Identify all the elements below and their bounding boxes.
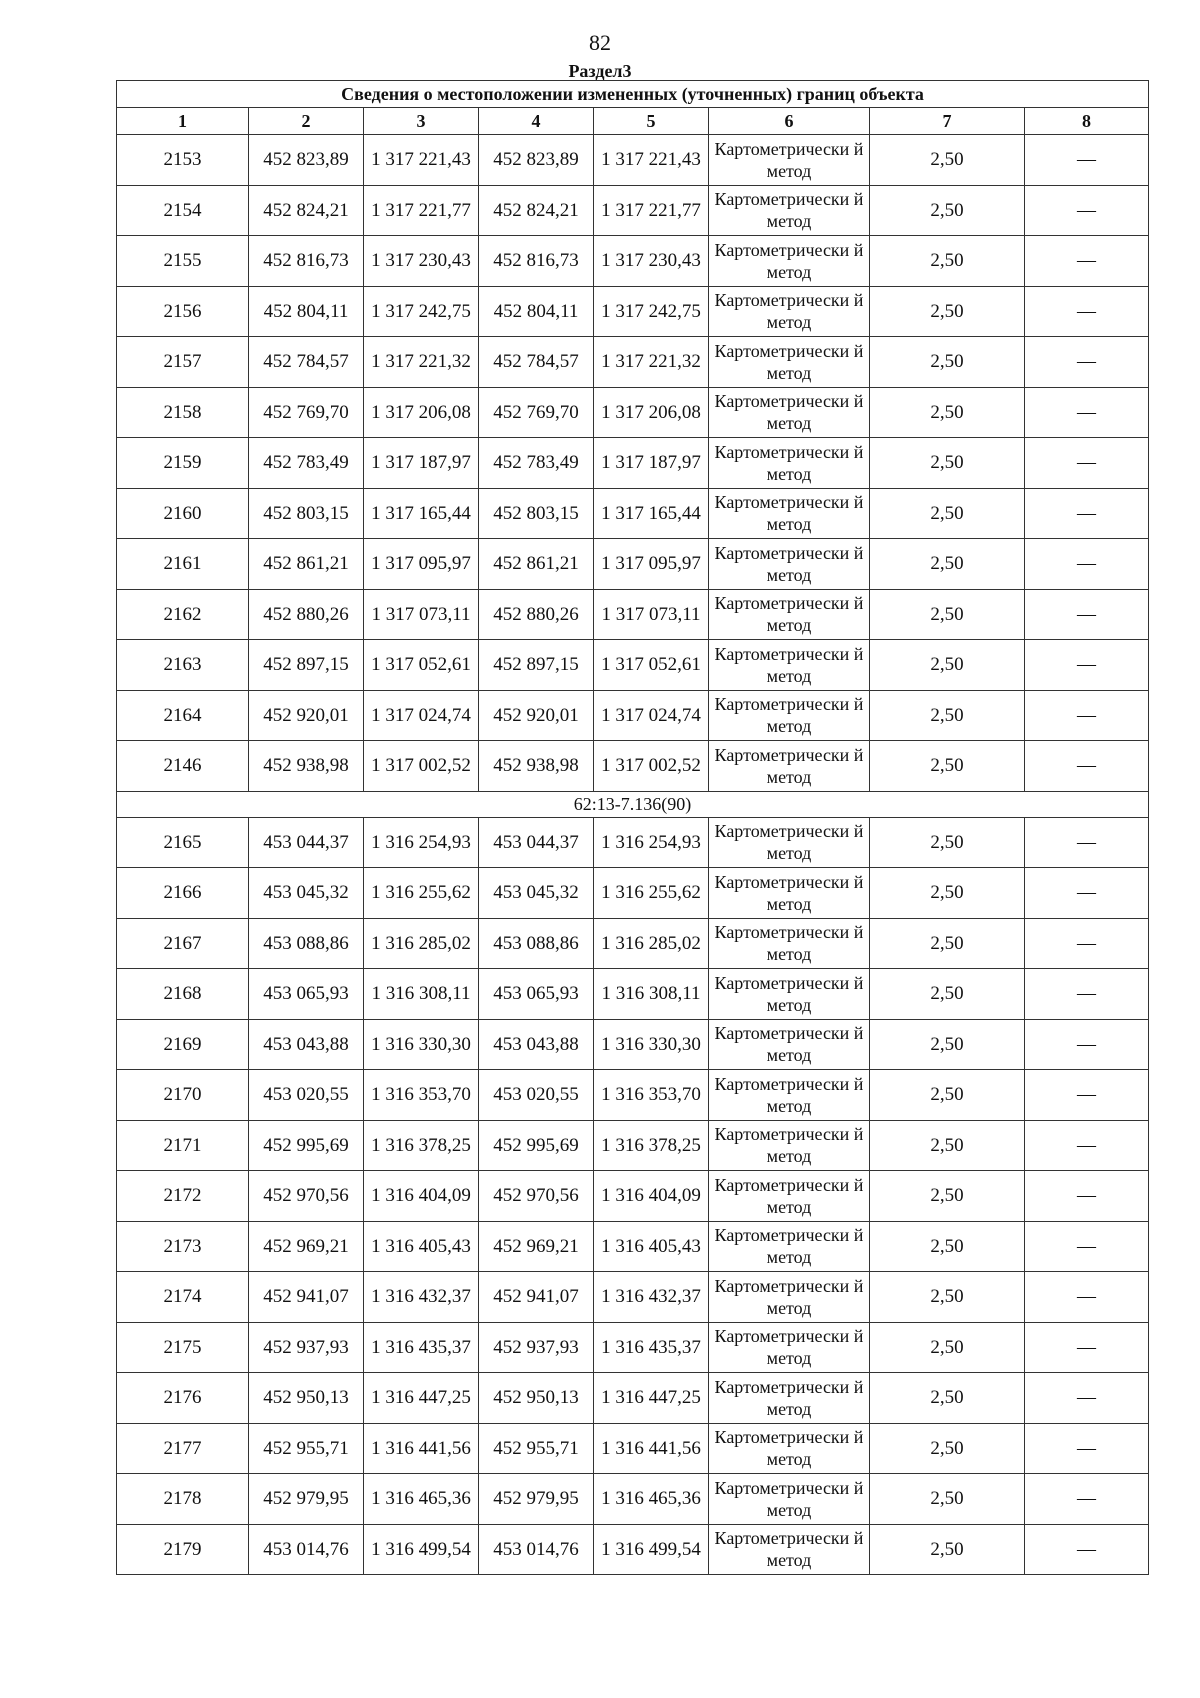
x-old-cell: 452 880,26	[249, 589, 364, 640]
accuracy-cell: 2,50	[870, 438, 1025, 489]
point-number-cell: 2156	[117, 286, 249, 337]
table-row	[117, 236, 1149, 287]
table-row	[117, 918, 1149, 969]
accuracy-cell: 2,50	[870, 1322, 1025, 1373]
table-row	[117, 868, 1149, 919]
point-number-cell: 2146	[117, 741, 249, 792]
coordinates-table	[116, 80, 1149, 1575]
column-number: 7	[870, 108, 1025, 135]
remark-cell: —	[1025, 690, 1149, 741]
table-row	[117, 690, 1149, 741]
remark-cell: —	[1025, 236, 1149, 287]
remark-cell: —	[1025, 1474, 1149, 1525]
method-cell: Картометрически й метод	[709, 1070, 870, 1121]
table-row	[117, 1221, 1149, 1272]
method-cell: Картометрически й метод	[709, 741, 870, 792]
accuracy-cell: 2,50	[870, 868, 1025, 919]
y-new-cell: 1 316 404,09	[594, 1171, 709, 1222]
x-new-cell: 452 823,89	[479, 135, 594, 186]
point-number-cell: 2165	[117, 817, 249, 868]
accuracy-cell: 2,50	[870, 640, 1025, 691]
point-number-cell: 2164	[117, 690, 249, 741]
x-old-cell: 452 938,98	[249, 741, 364, 792]
method-cell: Картометрически й метод	[709, 640, 870, 691]
remark-cell: —	[1025, 868, 1149, 919]
remark-cell: —	[1025, 1120, 1149, 1171]
remark-cell: —	[1025, 918, 1149, 969]
y-new-cell: 1 316 255,62	[594, 868, 709, 919]
accuracy-cell: 2,50	[870, 488, 1025, 539]
y-new-cell: 1 316 447,25	[594, 1373, 709, 1424]
x-old-cell: 452 823,89	[249, 135, 364, 186]
y-old-cell: 1 317 221,77	[364, 185, 479, 236]
x-old-cell: 452 920,01	[249, 690, 364, 741]
remark-cell: —	[1025, 286, 1149, 337]
remark-cell: —	[1025, 1019, 1149, 1070]
point-number-cell: 2171	[117, 1120, 249, 1171]
x-new-cell: 452 861,21	[479, 539, 594, 590]
method-cell: Картометрически й метод	[709, 286, 870, 337]
x-old-cell: 452 897,15	[249, 640, 364, 691]
x-old-cell: 453 044,37	[249, 817, 364, 868]
column-number: 2	[249, 108, 364, 135]
table-row	[117, 1524, 1149, 1575]
x-old-cell: 452 941,07	[249, 1272, 364, 1323]
table-row	[117, 589, 1149, 640]
y-new-cell: 1 317 230,43	[594, 236, 709, 287]
accuracy-cell: 2,50	[870, 387, 1025, 438]
table-row	[117, 1171, 1149, 1222]
group-row	[117, 791, 1149, 817]
method-cell: Картометрически й метод	[709, 1423, 870, 1474]
point-number-cell: 2159	[117, 438, 249, 489]
x-new-cell: 453 044,37	[479, 817, 594, 868]
table-row	[117, 185, 1149, 236]
y-new-cell: 1 316 499,54	[594, 1524, 709, 1575]
table-row	[117, 1070, 1149, 1121]
table-body	[117, 135, 1149, 1575]
x-old-cell: 453 065,93	[249, 969, 364, 1020]
x-old-cell: 453 043,88	[249, 1019, 364, 1070]
remark-cell: —	[1025, 817, 1149, 868]
accuracy-cell: 2,50	[870, 918, 1025, 969]
table-row	[117, 286, 1149, 337]
remark-cell: —	[1025, 640, 1149, 691]
y-new-cell: 1 317 002,52	[594, 741, 709, 792]
method-cell: Картометрически й метод	[709, 969, 870, 1020]
accuracy-cell: 2,50	[870, 1524, 1025, 1575]
point-number-cell: 2166	[117, 868, 249, 919]
x-old-cell: 453 045,32	[249, 868, 364, 919]
x-new-cell: 452 938,98	[479, 741, 594, 792]
point-number-cell: 2153	[117, 135, 249, 186]
y-old-cell: 1 316 447,25	[364, 1373, 479, 1424]
accuracy-cell: 2,50	[870, 1171, 1025, 1222]
remark-cell: —	[1025, 1272, 1149, 1323]
method-cell: Картометрически й метод	[709, 690, 870, 741]
accuracy-cell: 2,50	[870, 817, 1025, 868]
table-row	[117, 1019, 1149, 1070]
point-number-cell: 2176	[117, 1373, 249, 1424]
y-old-cell: 1 316 499,54	[364, 1524, 479, 1575]
group-label: 62:13-7.136(90)	[117, 791, 1149, 817]
y-old-cell: 1 316 378,25	[364, 1120, 479, 1171]
point-number-cell: 2161	[117, 539, 249, 590]
table-row	[117, 1373, 1149, 1424]
remark-cell: —	[1025, 539, 1149, 590]
x-new-cell: 452 979,95	[479, 1474, 594, 1525]
x-old-cell: 452 824,21	[249, 185, 364, 236]
table-row	[117, 1474, 1149, 1525]
column-number-row	[117, 108, 1149, 135]
x-old-cell: 452 970,56	[249, 1171, 364, 1222]
y-old-cell: 1 316 435,37	[364, 1322, 479, 1373]
column-number: 5	[594, 108, 709, 135]
page-number: 82	[589, 30, 611, 55]
y-new-cell: 1 316 465,36	[594, 1474, 709, 1525]
x-new-cell: 452 955,71	[479, 1423, 594, 1474]
accuracy-cell: 2,50	[870, 741, 1025, 792]
x-old-cell: 452 861,21	[249, 539, 364, 590]
y-old-cell: 1 316 353,70	[364, 1070, 479, 1121]
x-old-cell: 452 783,49	[249, 438, 364, 489]
point-number-cell: 2154	[117, 185, 249, 236]
table-row	[117, 1272, 1149, 1323]
y-new-cell: 1 317 073,11	[594, 589, 709, 640]
point-number-cell: 2167	[117, 918, 249, 969]
column-number: 3	[364, 108, 479, 135]
accuracy-cell: 2,50	[870, 690, 1025, 741]
remark-cell: —	[1025, 1171, 1149, 1222]
point-number-cell: 2179	[117, 1524, 249, 1575]
y-old-cell: 1 316 254,93	[364, 817, 479, 868]
point-number-cell: 2172	[117, 1171, 249, 1222]
point-number-cell: 2158	[117, 387, 249, 438]
x-old-cell: 453 020,55	[249, 1070, 364, 1121]
table-row	[117, 1120, 1149, 1171]
y-new-cell: 1 316 405,43	[594, 1221, 709, 1272]
x-old-cell: 452 769,70	[249, 387, 364, 438]
x-new-cell: 452 970,56	[479, 1171, 594, 1222]
point-number-cell: 2178	[117, 1474, 249, 1525]
remark-cell: —	[1025, 1221, 1149, 1272]
y-old-cell: 1 316 330,30	[364, 1019, 479, 1070]
x-new-cell: 452 969,21	[479, 1221, 594, 1272]
remark-cell: —	[1025, 969, 1149, 1020]
y-old-cell: 1 316 404,09	[364, 1171, 479, 1222]
column-number: 8	[1025, 108, 1149, 135]
accuracy-cell: 2,50	[870, 589, 1025, 640]
remark-cell: —	[1025, 1322, 1149, 1373]
x-old-cell: 452 955,71	[249, 1423, 364, 1474]
y-old-cell: 1 316 465,36	[364, 1474, 479, 1525]
column-number: 1	[117, 108, 249, 135]
y-new-cell: 1 316 432,37	[594, 1272, 709, 1323]
x-old-cell: 452 804,11	[249, 286, 364, 337]
method-cell: Картометрически й метод	[709, 1272, 870, 1323]
method-cell: Картометрически й метод	[709, 868, 870, 919]
method-cell: Картометрически й метод	[709, 918, 870, 969]
x-old-cell: 452 784,57	[249, 337, 364, 388]
x-old-cell: 452 979,95	[249, 1474, 364, 1525]
remark-cell: —	[1025, 1373, 1149, 1424]
method-cell: Картометрически й метод	[709, 1171, 870, 1222]
method-cell: Картометрически й метод	[709, 1221, 870, 1272]
x-new-cell: 453 088,86	[479, 918, 594, 969]
method-cell: Картометрически й метод	[709, 1019, 870, 1070]
point-number-cell: 2157	[117, 337, 249, 388]
remark-cell: —	[1025, 488, 1149, 539]
point-number-cell: 2155	[117, 236, 249, 287]
y-new-cell: 1 316 378,25	[594, 1120, 709, 1171]
y-new-cell: 1 316 435,37	[594, 1322, 709, 1373]
y-old-cell: 1 317 002,52	[364, 741, 479, 792]
remark-cell: —	[1025, 1070, 1149, 1121]
method-cell: Картометрически й метод	[709, 589, 870, 640]
point-number-cell: 2169	[117, 1019, 249, 1070]
point-number-cell: 2177	[117, 1423, 249, 1474]
x-new-cell: 452 784,57	[479, 337, 594, 388]
point-number-cell: 2162	[117, 589, 249, 640]
x-new-cell: 452 816,73	[479, 236, 594, 287]
method-cell: Картометрически й метод	[709, 1524, 870, 1575]
y-old-cell: 1 317 206,08	[364, 387, 479, 438]
y-new-cell: 1 317 206,08	[594, 387, 709, 438]
point-number-cell: 2168	[117, 969, 249, 1020]
y-new-cell: 1 317 095,97	[594, 539, 709, 590]
remark-cell: —	[1025, 589, 1149, 640]
table-row	[117, 1322, 1149, 1373]
x-new-cell: 452 937,93	[479, 1322, 594, 1373]
y-new-cell: 1 317 187,97	[594, 438, 709, 489]
table-row	[117, 488, 1149, 539]
y-old-cell: 1 317 052,61	[364, 640, 479, 691]
y-old-cell: 1 317 024,74	[364, 690, 479, 741]
y-old-cell: 1 316 441,56	[364, 1423, 479, 1474]
table-row	[117, 1423, 1149, 1474]
table-row	[117, 817, 1149, 868]
x-new-cell: 452 803,15	[479, 488, 594, 539]
x-old-cell: 453 088,86	[249, 918, 364, 969]
x-new-cell: 452 897,15	[479, 640, 594, 691]
remark-cell: —	[1025, 1524, 1149, 1575]
y-new-cell: 1 316 330,30	[594, 1019, 709, 1070]
accuracy-cell: 2,50	[870, 969, 1025, 1020]
accuracy-cell: 2,50	[870, 1272, 1025, 1323]
method-cell: Картометрически й метод	[709, 1474, 870, 1525]
table-title: Сведения о местоположении измененных (уточненных) границ объекта	[117, 81, 1149, 108]
method-cell: Картометрически й метод	[709, 1373, 870, 1424]
accuracy-cell: 2,50	[870, 185, 1025, 236]
y-old-cell: 1 316 308,11	[364, 969, 479, 1020]
point-number-cell: 2163	[117, 640, 249, 691]
method-cell: Картометрически й метод	[709, 1120, 870, 1171]
section-heading: Раздел3	[568, 61, 632, 81]
y-old-cell: 1 317 221,32	[364, 337, 479, 388]
accuracy-cell: 2,50	[870, 236, 1025, 287]
y-old-cell: 1 316 255,62	[364, 868, 479, 919]
point-number-cell: 2173	[117, 1221, 249, 1272]
y-old-cell: 1 317 095,97	[364, 539, 479, 590]
y-new-cell: 1 316 254,93	[594, 817, 709, 868]
table-row	[117, 539, 1149, 590]
table-row	[117, 337, 1149, 388]
accuracy-cell: 2,50	[870, 539, 1025, 590]
x-new-cell: 452 941,07	[479, 1272, 594, 1323]
y-old-cell: 1 317 187,97	[364, 438, 479, 489]
x-old-cell: 452 969,21	[249, 1221, 364, 1272]
x-new-cell: 452 804,11	[479, 286, 594, 337]
column-number: 6	[709, 108, 870, 135]
x-old-cell: 452 995,69	[249, 1120, 364, 1171]
table-row	[117, 969, 1149, 1020]
remark-cell: —	[1025, 1423, 1149, 1474]
x-new-cell: 453 065,93	[479, 969, 594, 1020]
x-new-cell: 452 880,26	[479, 589, 594, 640]
accuracy-cell: 2,50	[870, 1019, 1025, 1070]
accuracy-cell: 2,50	[870, 1070, 1025, 1121]
y-new-cell: 1 317 221,32	[594, 337, 709, 388]
x-old-cell: 452 816,73	[249, 236, 364, 287]
table-row	[117, 387, 1149, 438]
table-row	[117, 135, 1149, 186]
remark-cell: —	[1025, 337, 1149, 388]
accuracy-cell: 2,50	[870, 337, 1025, 388]
method-cell: Картометрически й метод	[709, 488, 870, 539]
x-new-cell: 452 824,21	[479, 185, 594, 236]
x-new-cell: 452 769,70	[479, 387, 594, 438]
point-number-cell: 2174	[117, 1272, 249, 1323]
y-new-cell: 1 316 308,11	[594, 969, 709, 1020]
y-old-cell: 1 317 165,44	[364, 488, 479, 539]
y-new-cell: 1 317 221,43	[594, 135, 709, 186]
y-old-cell: 1 316 285,02	[364, 918, 479, 969]
method-cell: Картометрически й метод	[709, 236, 870, 287]
y-old-cell: 1 316 405,43	[364, 1221, 479, 1272]
table-row	[117, 640, 1149, 691]
y-new-cell: 1 317 052,61	[594, 640, 709, 691]
method-cell: Картометрически й метод	[709, 817, 870, 868]
x-new-cell: 453 043,88	[479, 1019, 594, 1070]
y-new-cell: 1 317 242,75	[594, 286, 709, 337]
accuracy-cell: 2,50	[870, 1120, 1025, 1171]
point-number-cell: 2160	[117, 488, 249, 539]
x-new-cell: 452 920,01	[479, 690, 594, 741]
x-new-cell: 453 045,32	[479, 868, 594, 919]
remark-cell: —	[1025, 135, 1149, 186]
y-old-cell: 1 317 242,75	[364, 286, 479, 337]
remark-cell: —	[1025, 741, 1149, 792]
y-new-cell: 1 317 024,74	[594, 690, 709, 741]
table-title-row	[117, 81, 1149, 108]
y-new-cell: 1 317 165,44	[594, 488, 709, 539]
y-new-cell: 1 316 441,56	[594, 1423, 709, 1474]
x-new-cell: 452 950,13	[479, 1373, 594, 1424]
accuracy-cell: 2,50	[870, 1373, 1025, 1424]
x-new-cell: 452 783,49	[479, 438, 594, 489]
accuracy-cell: 2,50	[870, 1423, 1025, 1474]
y-new-cell: 1 317 221,77	[594, 185, 709, 236]
x-old-cell: 453 014,76	[249, 1524, 364, 1575]
y-old-cell: 1 317 073,11	[364, 589, 479, 640]
x-new-cell: 453 014,76	[479, 1524, 594, 1575]
method-cell: Картометрически й метод	[709, 1322, 870, 1373]
table-row	[117, 438, 1149, 489]
y-old-cell: 1 317 221,43	[364, 135, 479, 186]
accuracy-cell: 2,50	[870, 1221, 1025, 1272]
column-number: 4	[479, 108, 594, 135]
method-cell: Картометрически й метод	[709, 337, 870, 388]
method-cell: Картометрически й метод	[709, 135, 870, 186]
point-number-cell: 2175	[117, 1322, 249, 1373]
point-number-cell: 2170	[117, 1070, 249, 1121]
method-cell: Картометрически й метод	[709, 387, 870, 438]
x-new-cell: 452 995,69	[479, 1120, 594, 1171]
x-old-cell: 452 937,93	[249, 1322, 364, 1373]
accuracy-cell: 2,50	[870, 286, 1025, 337]
x-new-cell: 453 020,55	[479, 1070, 594, 1121]
y-old-cell: 1 316 432,37	[364, 1272, 479, 1323]
x-old-cell: 452 803,15	[249, 488, 364, 539]
accuracy-cell: 2,50	[870, 1474, 1025, 1525]
method-cell: Картометрически й метод	[709, 539, 870, 590]
remark-cell: —	[1025, 387, 1149, 438]
remark-cell: —	[1025, 185, 1149, 236]
y-new-cell: 1 316 285,02	[594, 918, 709, 969]
table-row	[117, 741, 1149, 792]
accuracy-cell: 2,50	[870, 135, 1025, 186]
x-old-cell: 452 950,13	[249, 1373, 364, 1424]
method-cell: Картометрически й метод	[709, 438, 870, 489]
y-new-cell: 1 316 353,70	[594, 1070, 709, 1121]
remark-cell: —	[1025, 438, 1149, 489]
y-old-cell: 1 317 230,43	[364, 236, 479, 287]
method-cell: Картометрически й метод	[709, 185, 870, 236]
